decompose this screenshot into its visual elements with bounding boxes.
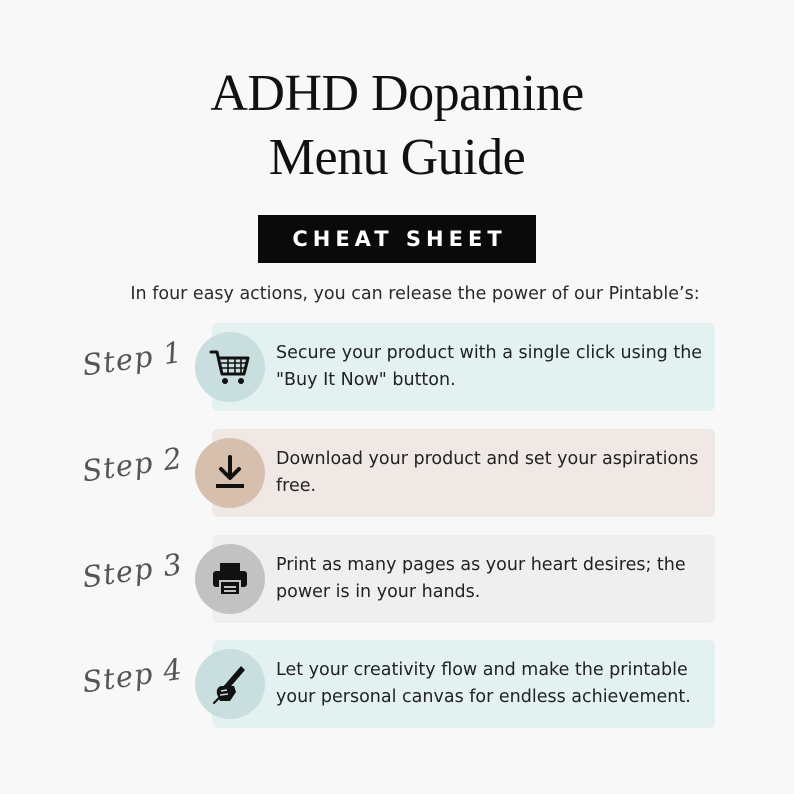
step-label: Step 1	[80, 334, 185, 383]
icon-circle	[195, 332, 265, 402]
hand-writing-icon	[208, 662, 252, 706]
intro-text: In four easy actions, you can release the power of our Pintable’s:	[130, 284, 700, 304]
step-text: Print as many pages as your heart desires; the power is in your hands.	[276, 555, 686, 602]
step-text: Secure your product with a single click using the "Buy It Now" button.	[276, 343, 703, 390]
step-1	[0, 323, 794, 411]
icon-circle	[195, 544, 265, 614]
step-3	[0, 535, 794, 623]
printer-icon	[208, 557, 252, 601]
shopping-cart-icon	[208, 345, 252, 389]
step-text: Download your product and set your aspirations free.	[276, 449, 699, 496]
step-text: Let your creativity flow and make the printable your personal canvas for endless achievement.	[276, 660, 691, 707]
step-label: Step 4	[80, 651, 185, 700]
title-line-2: Menu Guide	[268, 129, 526, 186]
icon-circle	[195, 649, 265, 719]
download-icon	[208, 451, 252, 495]
step-label: Step 3	[80, 546, 185, 595]
title-line-1: ADHD Dopamine	[210, 65, 584, 122]
page-title	[0, 62, 794, 190]
cheat-sheet-badge: CHEAT SHEET	[258, 215, 536, 263]
step-4	[0, 640, 794, 728]
icon-circle	[195, 438, 265, 508]
step-label: Step 2	[80, 440, 185, 489]
step-2	[0, 429, 794, 517]
